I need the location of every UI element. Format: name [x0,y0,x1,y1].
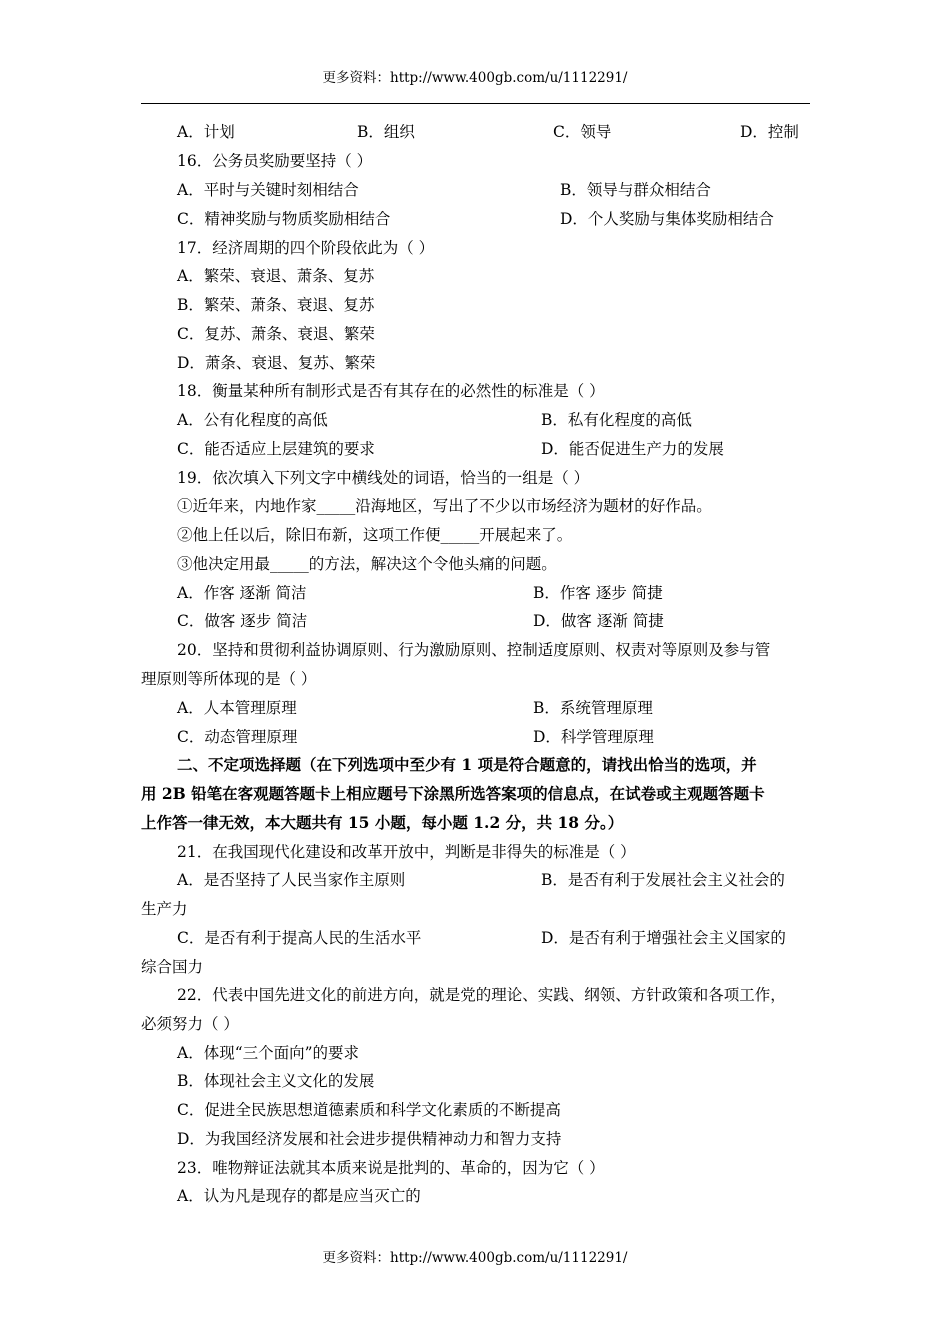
section2-heading-line2: 用 2B 铅笔在客观题答题卡上相应题号下涂黑所选答案项的信息点，在试卷或主观题答题卡 [141,784,765,803]
q20-option-d: D．科学管理原理 [533,728,654,746]
q17-option-d: D．萧条、衰退、复苏、繁荣 [177,354,376,372]
q18-option-d: D．能否促进生产力的发展 [541,440,724,458]
q19-stem: 19．依次填入下列文字中横线处的词语，恰当的一组是（ ） [177,469,590,487]
q16-option-d: D．个人奖励与集体奖励相结合 [560,210,774,228]
q16-option-b: B．领导与群众相结合 [560,181,711,199]
q15-option-b: B．组织 [357,123,415,141]
q21-stem: 21．在我国现代化建设和改革开放中，判断是非得失的标准是（ ） [177,843,636,861]
q19-option-c: C．做客 逐步 简洁 [177,612,308,630]
q22-stem-line2: 必须努力（ ） [141,1015,239,1033]
q23-stem: 23．唯物辩证法就其本质来说是批判的、革命的，因为它（ ） [177,1159,605,1177]
q20-stem-line2: 理原则等所体现的是（ ） [141,670,317,688]
q18-option-a: A．公有化程度的高低 [177,411,328,429]
q17-option-c: C．复苏、萧条、衰退、繁荣 [177,325,375,343]
q21-option-d: D．是否有利于增强社会主义国家的 [541,929,786,947]
q17-option-b: B．繁荣、萧条、衰退、复苏 [177,296,375,314]
q20-option-b: B．系统管理原理 [533,699,653,717]
q18-stem: 18．衡量某种所有制形式是否有其存在的必然性的标准是（ ） [177,382,605,400]
q20-option-a: A．人本管理原理 [177,699,297,717]
q22-stem-line1: 22．代表中国先进文化的前进方向，就是党的理论、实践、纲领、方针政策和各项工作， [177,986,786,1004]
q19-sentence-3: ③他决定用最_____的方法，解决这个令他头痛的问题。 [177,555,557,573]
q20-stem-line1: 20．坚持和贯彻利益协调原则、行为激励原则、控制适度原则、权责对等原则及参与管 [177,641,771,659]
q21-option-b-continued: 生产力 [141,900,188,918]
q19-sentence-1: ①近年来，内地作家_____沿海地区，写出了不少以市场经济为题材的好作品。 [177,497,712,515]
q21-option-d-continued: 综合国力 [141,958,204,976]
q17-stem: 17．经济周期的四个阶段依此为（ ） [177,239,435,257]
q18-option-b: B．私有化程度的高低 [541,411,692,429]
q19-option-b: B．作客 逐步 简捷 [533,584,663,602]
q22-option-a: A．体现“三个面向”的要求 [177,1044,360,1062]
q22-option-c: C．促进全民族思想道德素质和科学文化素质的不断提高 [177,1101,561,1119]
q16-stem: 16．公务员奖励要坚持（ ） [177,152,373,170]
q19-option-a: A．作客 逐渐 简洁 [177,584,307,602]
section2-heading-line1: 二、不定项选择题（在下列选项中至少有 1 项是符合题意的，请找出恰当的选项，并 [177,755,757,774]
q16-option-c: C．精神奖励与物质奖励相结合 [177,210,391,228]
q21-option-a: A．是否坚持了人民当家作主原则 [177,871,406,889]
q19-sentence-2: ②他上任以后，除旧布新，这项工作便_____开展起来了。 [177,526,573,544]
header-divider [141,103,810,104]
page-header: 更多资料：http://www.400gb.com/u/1112291/ [322,70,628,86]
q22-option-d: D．为我国经济发展和社会进步提供精神动力和智力支持 [177,1130,562,1148]
section2-heading-line3: 上作答一律无效，本大题共有 15 小题，每小题 1.2 分，共 18 分。） [141,813,624,832]
q22-option-b: B．体现社会主义文化的发展 [177,1072,375,1090]
q17-option-a: A．繁荣、衰退、萧条、复苏 [177,267,375,285]
q18-option-c: C．能否适应上层建筑的要求 [177,440,375,458]
q21-option-c: C．是否有利于提高人民的生活水平 [177,929,422,947]
q15-option-c: C．领导 [553,123,612,141]
page-footer: 更多资料：http://www.400gb.com/u/1112291/ [322,1250,628,1266]
q23-option-a: A．认为凡是现存的都是应当灭亡的 [177,1187,421,1205]
q16-option-a: A．平时与关键时刻相结合 [177,181,359,199]
q15-option-a: A．计划 [177,123,235,141]
q21-option-b: B．是否有利于发展社会主义社会的 [541,871,785,889]
q15-option-d: D．控制 [740,123,799,141]
q19-option-d: D．做客 逐渐 简捷 [533,612,664,630]
q20-option-c: C．动态管理原理 [177,728,298,746]
